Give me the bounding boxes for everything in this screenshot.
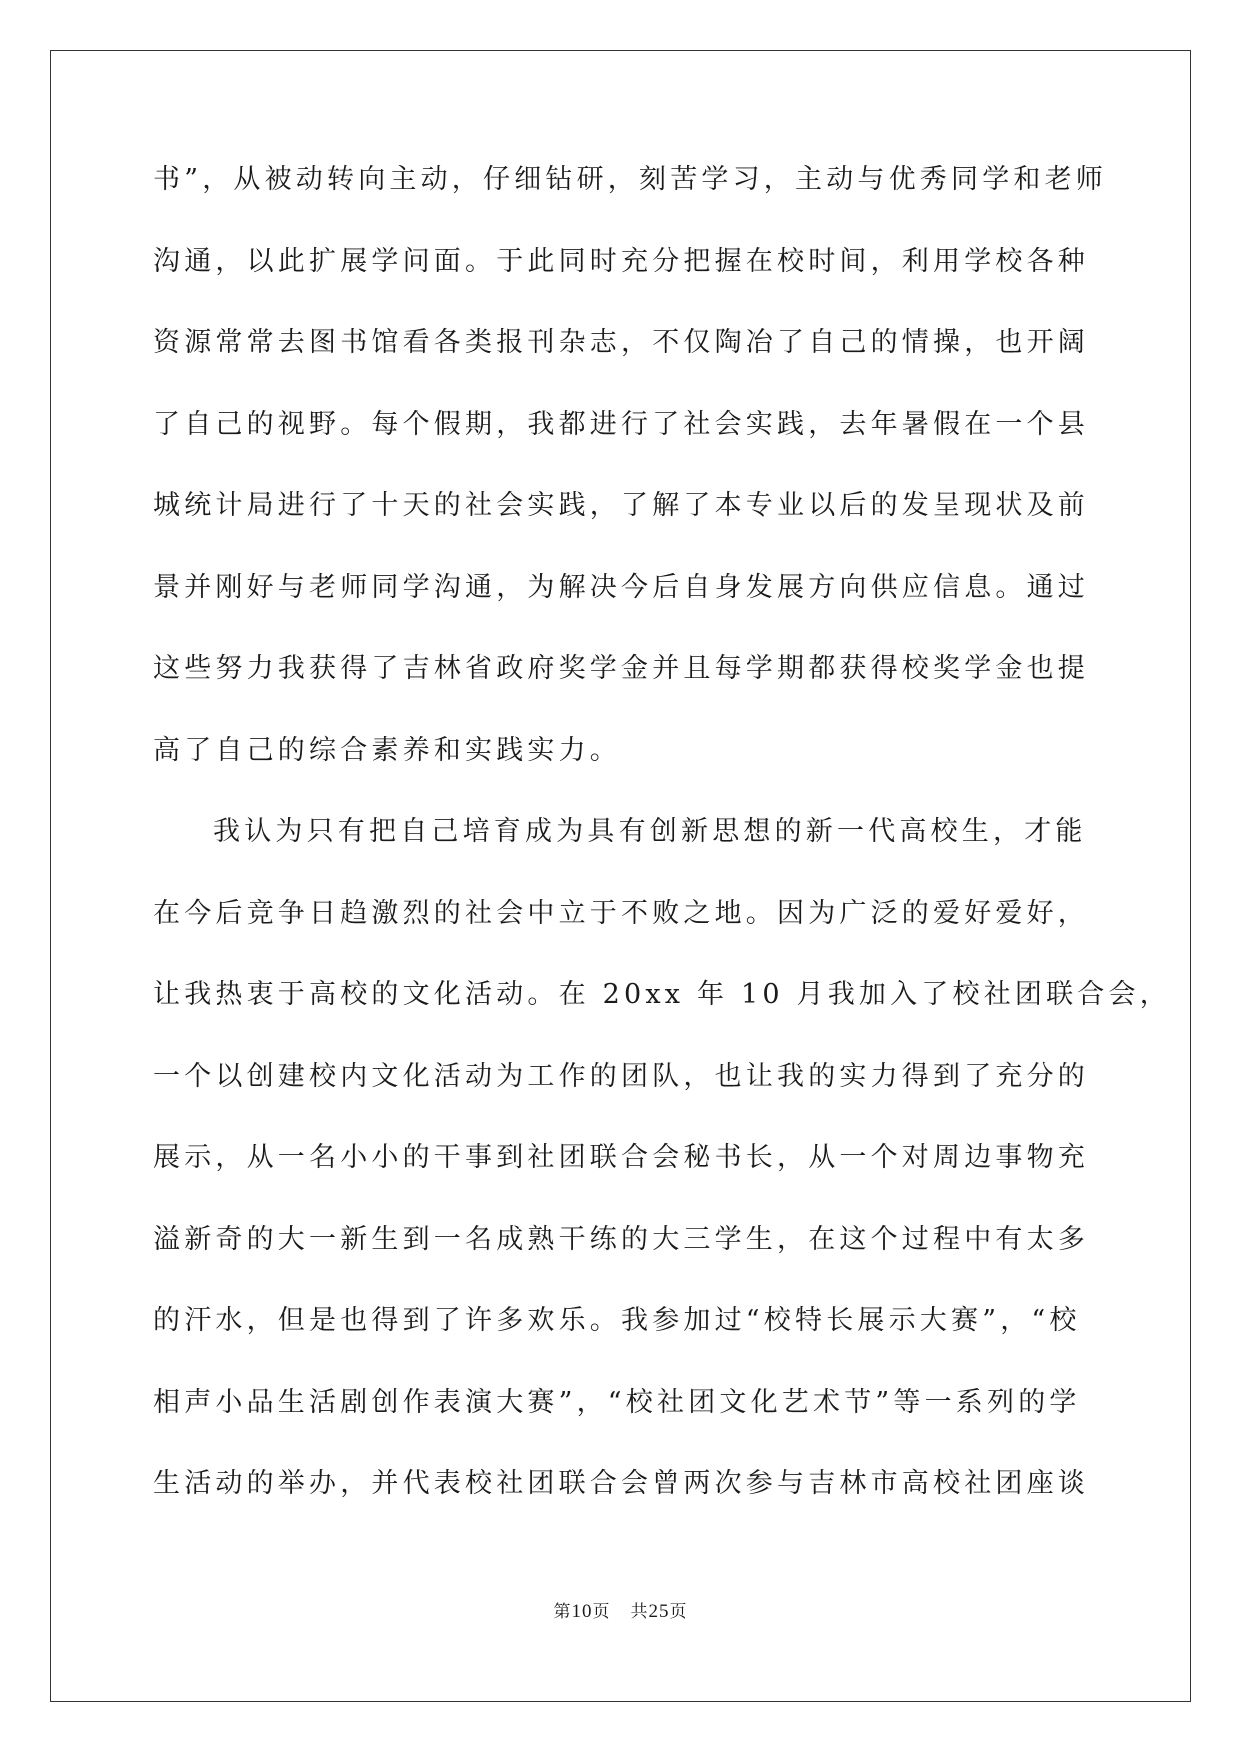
document-body bbox=[153, 160, 1171, 1546]
text-line: 景并刚好与老师同学沟通，为解决今后自身发展方向供应信息。通过 bbox=[153, 571, 1089, 603]
total-suffix: 页 bbox=[669, 1602, 688, 1622]
page-number: 10 bbox=[571, 1601, 593, 1622]
page-prefix: 第 bbox=[553, 1602, 572, 1622]
text-line: 在今后竞争日趋激烈的社会中立于不败之地。因为广泛的爱好爱好， bbox=[153, 897, 1089, 929]
text-line: 一个以创建校内文化活动为工作的团队，也让我的实力得到了充分的 bbox=[153, 1060, 1089, 1092]
total-prefix: 共 bbox=[630, 1602, 649, 1622]
text-line: 书”，从被动转向主动，仔细钻研，刻苦学习，主动与优秀同学和老师 bbox=[153, 164, 1108, 195]
text-line: 城统计局进行了十天的社会实践，了解了本专业以后的发呈现状及前 bbox=[153, 490, 1089, 521]
text-line: 这些努力我获得了吉林省政府奖学金并且每学期都获得校奖学金也提 bbox=[153, 653, 1089, 684]
text-line: 生活动的举办，并代表校社团联合会曾两次参与吉林市高校社团座谈 bbox=[153, 1468, 1089, 1499]
text-line: 的汗水，但是也得到了许多欢乐。我参加过“校特长展示大赛”，“校 bbox=[153, 1305, 1081, 1336]
text-line: 展示，从一名小小的干事到社团联合会秘书长，从一个对周边事物充 bbox=[153, 1142, 1089, 1173]
text-line: 高了自己的综合素养和实践实力。 bbox=[153, 734, 621, 766]
text-line: 相声小品生活剧创作表演大赛”，“校社团文化艺术节”等一系列的学 bbox=[153, 1386, 1081, 1418]
text-line: 让我热衷于高校的文化活动。在 20xx 年 10 月我加入了校社团联合会， bbox=[153, 979, 1171, 1010]
text-line: 溢新奇的大一新生到一名成熟干练的大三学生，在这个过程中有太多 bbox=[153, 1223, 1089, 1255]
text-line: 资源常常去图书馆看各类报刊杂志，不仅陶冶了自己的情操，也开阔 bbox=[153, 327, 1089, 358]
text-line: 了自己的视野。每个假期，我都进行了社会实践，去年暑假在一个县 bbox=[153, 408, 1089, 440]
paragraph-first-line: 我认为只有把自己培育成为具有创新思想的新一代高校生，才能 bbox=[213, 816, 1087, 847]
page-suffix: 页 bbox=[592, 1602, 611, 1622]
total-pages: 25 bbox=[648, 1601, 670, 1622]
text-line: 沟通，以此扩展学问面。于此同时充分把握在校时间，利用学校各种 bbox=[153, 245, 1089, 277]
page-footer bbox=[0, 1597, 1241, 1623]
